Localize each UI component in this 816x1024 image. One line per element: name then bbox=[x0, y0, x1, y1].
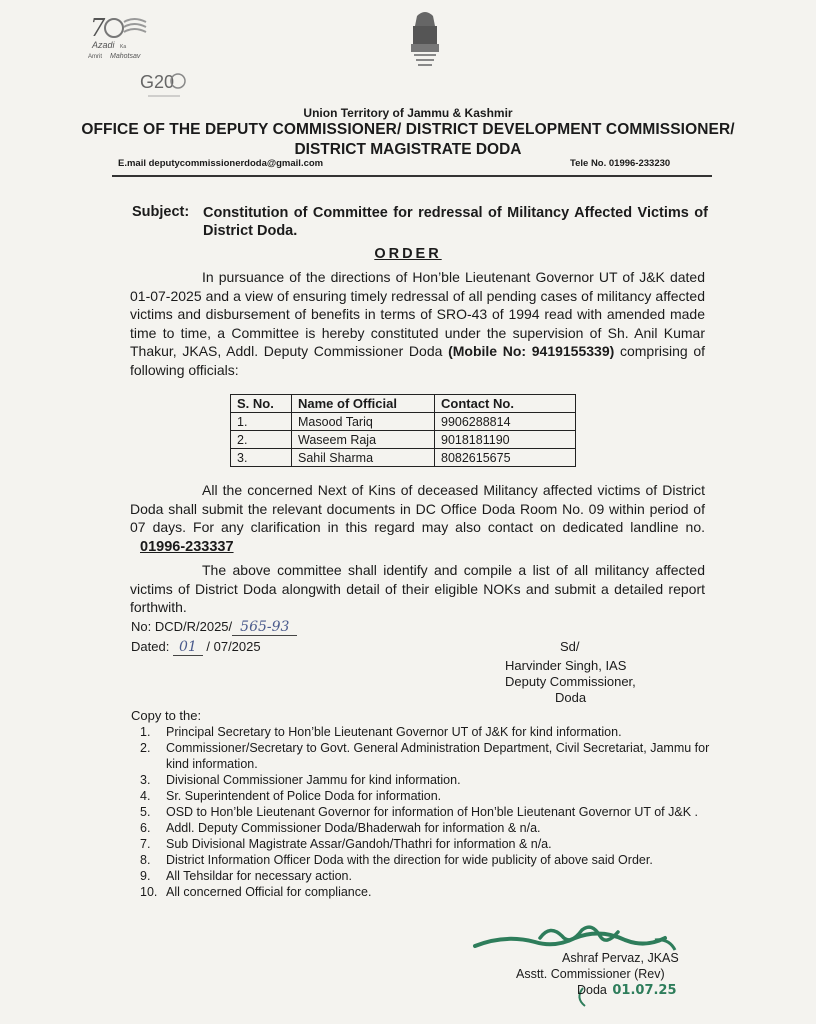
officials-table bbox=[230, 394, 576, 467]
mobile-number: (Mobile No: 9419155339) bbox=[448, 343, 615, 359]
signatory-name: Ashraf Pervaz, JKAS bbox=[562, 951, 679, 965]
svg-text:Mahotsav: Mahotsav bbox=[110, 53, 141, 60]
azadi-text: Azadi bbox=[92, 40, 115, 50]
national-emblem-icon bbox=[405, 10, 445, 68]
svg-text:7: 7 bbox=[90, 14, 106, 42]
signatory-name: Harvinder Singh, IAS bbox=[505, 658, 627, 673]
signatory-designation: Deputy Commissioner, bbox=[505, 674, 636, 689]
list-item: 4. Sr. Superintendent of Police Doda for information. bbox=[140, 789, 442, 803]
list-item: 8. District Information Officer Doda with the direction for wide publicity of above said Order. bbox=[140, 853, 653, 867]
table-row bbox=[231, 431, 576, 449]
list-item: 9. All Tehsildar for necessary action. bbox=[140, 869, 352, 883]
office-title-line2: DISTRICT MAGISTRATE DODA bbox=[294, 141, 522, 158]
cell-sno: 3. bbox=[231, 449, 292, 467]
svg-text:Ka: Ka bbox=[120, 44, 127, 50]
azadi-ka-amrit-mahotsav-logo bbox=[88, 14, 178, 64]
column-header-sno: S. No. bbox=[231, 395, 292, 413]
order-paragraph-3: The above committee shall identify and compile a list of all militancy affected victims of District Doda alongwith detail of their eligible NOKs and submit a detailed report forthwith. bbox=[130, 562, 705, 615]
order-paragraph-1: In pursuance of the directions of Hon’ble Lieutenant Governor UT of J&K dated 01-07-2025 and a view of ensuring timely redressal of all pending cases of militancy affected victims and disbursement of benefits in terms of SRO-43 of 1994 read with amended made time to time, a Committee is hereby constituted under the supervision of Sh. Anil Kumar Thakur, JKAS, Addl. Deputy Commissioner Doda (Mobile No: 9419155339) comprising of following officials: bbox=[130, 269, 705, 378]
office-telephone: Tele No. 01996-233230 bbox=[570, 158, 671, 169]
signatory-place: Doda 01.07.25 bbox=[577, 983, 677, 998]
cell-contact: 8082615675 bbox=[435, 449, 576, 467]
list-item: 1. Principal Secretary to Hon’ble Lieutenant Governor UT of J&K for kind information. bbox=[140, 725, 622, 739]
signatory-place: Doda bbox=[555, 690, 587, 705]
table-row bbox=[231, 449, 576, 467]
order-date: Dated: 01 / 07/2025 bbox=[131, 639, 261, 655]
svg-text:Amrit: Amrit bbox=[88, 54, 102, 60]
order-heading: ORDER bbox=[374, 246, 442, 262]
cell-contact: 9906288814 bbox=[435, 413, 576, 431]
order-paragraph-2: All the concerned Next of Kins of deceased Militancy affected victims of District Doda shall submit the relevant documents in DC Office Doda Room No. 09 within period of 07 days. For any clarification in this regard may also contact on dedicated landline no. 01996-233337 bbox=[130, 482, 705, 555]
reference-number: No: DCD/R/2025/ 565-93 bbox=[131, 619, 297, 635]
office-title-line1: OFFICE OF THE DEPUTY COMMISSIONER/ DISTRICT DEVELOPMENT COMMISSIONER/ bbox=[81, 121, 735, 138]
list-item: 5. OSD to Hon’ble Lieutenant Governor for information of Hon’ble Lieutenant Governor UT of J&K . bbox=[140, 805, 699, 819]
ut-name: Union Territory of Jammu & Kashmir bbox=[303, 106, 513, 120]
copy-to-label: Copy to the: bbox=[131, 708, 202, 723]
subject-label: Subject: bbox=[132, 204, 190, 220]
signatory-designation: Asstt. Commissioner (Rev) bbox=[516, 967, 665, 981]
landline-number: 01996-233337 bbox=[140, 538, 234, 555]
letterhead-divider bbox=[112, 175, 712, 177]
g20-logo bbox=[140, 66, 188, 102]
copy-to-list bbox=[140, 724, 710, 900]
cell-name: Masood Tariq bbox=[292, 413, 435, 431]
list-item: 2. Commissioner/Secretary to Govt. General Administration Department, Civil Secretariat, Jammu for kind information. bbox=[140, 741, 710, 771]
list-item: 6. Addl. Deputy Commissioner Doda/Bhaderwah for information & n/a. bbox=[140, 821, 541, 835]
cell-contact: 9018181190 bbox=[435, 431, 576, 449]
cell-name: Sahil Sharma bbox=[292, 449, 435, 467]
subject-text: Constitution of Committee for redressal of Militancy Affected Victims of District Doda. bbox=[203, 205, 708, 239]
handwritten-signature-date: 01.07.25 bbox=[612, 983, 677, 998]
cell-sno: 2. bbox=[231, 431, 292, 449]
table-row bbox=[231, 413, 576, 431]
table-header-row bbox=[231, 395, 576, 413]
cell-sno: 1. bbox=[231, 413, 292, 431]
office-email: E.mail deputycommissionerdoda@gmail.com bbox=[118, 158, 324, 169]
signatory-deputy-commissioner bbox=[505, 658, 665, 706]
list-item: 7. Sub Divisional Magistrate Assar/Gandoh/Thathri for information & n/a. bbox=[140, 837, 552, 851]
handwritten-date-day: 01 bbox=[173, 639, 203, 656]
list-item: 10. All concerned Official for compliance. bbox=[140, 885, 372, 899]
handwritten-reference: 565-93 bbox=[232, 619, 297, 636]
column-header-name: Name of Official bbox=[292, 395, 435, 413]
column-header-contact: Contact No. bbox=[435, 395, 576, 413]
signed-mark: Sd/ bbox=[560, 639, 580, 654]
list-item: 3. Divisional Commissioner Jammu for kind information. bbox=[140, 773, 461, 787]
cell-name: Waseem Raja bbox=[292, 431, 435, 449]
signatory-assistant-commissioner bbox=[516, 950, 712, 999]
svg-text:G20: G20 bbox=[140, 72, 175, 92]
